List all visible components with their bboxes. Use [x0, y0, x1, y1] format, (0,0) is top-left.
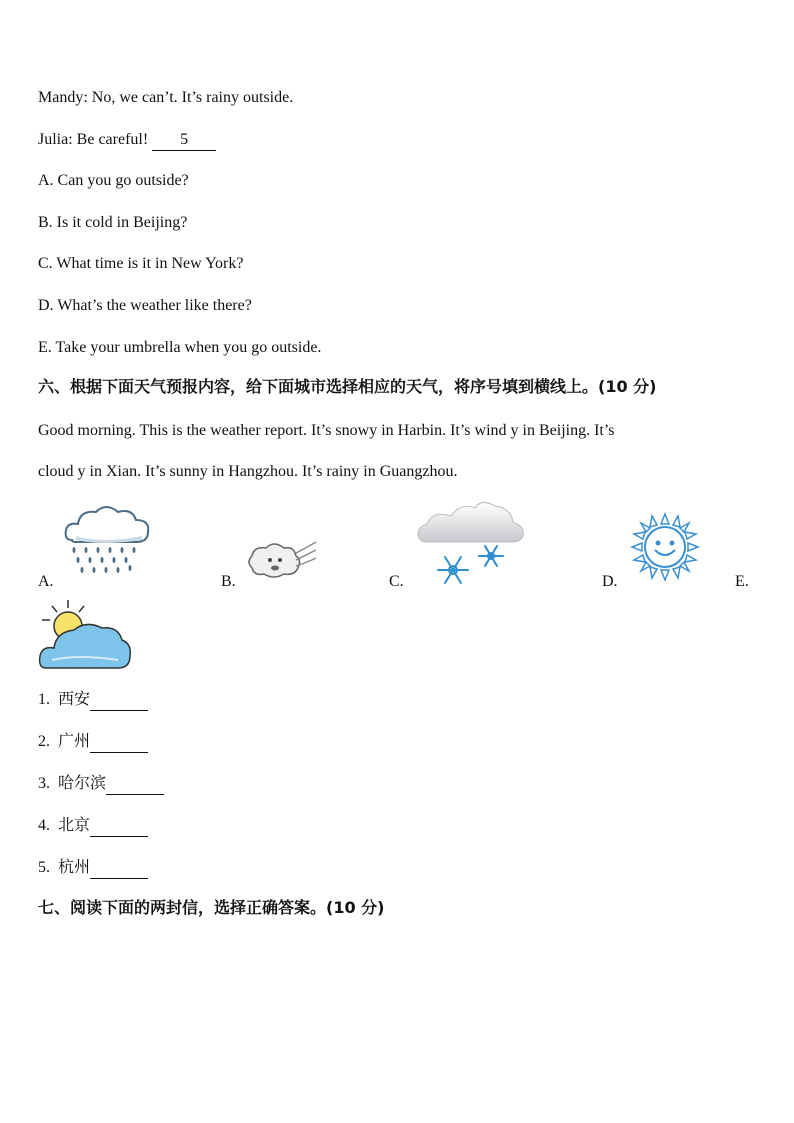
julia-text: Julia: Be careful! [38, 131, 153, 148]
snowy-icon [415, 498, 527, 588]
image-label-d: D. [602, 573, 618, 590]
city-answer-blank[interactable] [90, 858, 148, 879]
cloudy-icon [38, 598, 132, 674]
city-num: 2. [38, 733, 50, 750]
city-item-4 [38, 816, 148, 837]
image-label-b: B. [221, 573, 236, 590]
city-name: 广州 [58, 733, 91, 750]
city-num: 5. [38, 859, 50, 876]
dialogue-mandy: Mandy: No, we can’t. It’s rainy outside. [38, 89, 294, 106]
section-7-heading: 七、阅读下面的两封信，选择正确答案。(10 分) [38, 898, 385, 917]
city-item-3 [38, 774, 164, 795]
city-num: 1. [38, 691, 50, 708]
city-name: 杭州 [58, 859, 91, 876]
city-name: 哈尔滨 [58, 775, 107, 792]
option-c: C. What time is it in New York? [38, 255, 244, 272]
city-item-1 [38, 690, 148, 711]
sunny-icon [630, 512, 700, 582]
option-e: E. Take your umbrella when you go outside. [38, 339, 322, 356]
weather-report-line-2: cloud y in Xian. It’s sunny in Hangzhou. It’s rainy in Guangzhou. [38, 463, 458, 480]
option-a: A. Can you go outside? [38, 172, 189, 189]
rainy-icon [62, 502, 152, 584]
city-answer-blank[interactable] [90, 816, 148, 837]
city-name: 北京 [58, 817, 91, 834]
image-label-a: A. [38, 573, 54, 590]
city-num: 4. [38, 817, 50, 834]
city-name: 西安 [58, 691, 91, 708]
city-answer-blank[interactable] [106, 774, 164, 795]
city-answer-blank[interactable] [90, 690, 148, 711]
option-b: B. Is it cold in Beijing? [38, 214, 188, 231]
city-item-5 [38, 858, 148, 879]
answer-blank-5[interactable]: 5 [152, 130, 216, 151]
image-label-e: E. [735, 573, 749, 590]
option-d: D. What’s the weather like there? [38, 297, 252, 314]
weather-report-line-1: Good morning. This is the weather report. It’s snowy in Harbin. It’s wind y in Beijing. It’s [38, 422, 615, 439]
city-answer-blank[interactable] [90, 732, 148, 753]
city-item-2 [38, 732, 148, 753]
image-label-c: C. [389, 573, 404, 590]
dialogue-julia [38, 130, 216, 151]
windy-icon [244, 536, 318, 584]
section-6-heading: 六、根据下面天气预报内容，给下面城市选择相应的天气，将序号填到横线上。(10 分) [38, 377, 657, 396]
city-num: 3. [38, 775, 50, 792]
